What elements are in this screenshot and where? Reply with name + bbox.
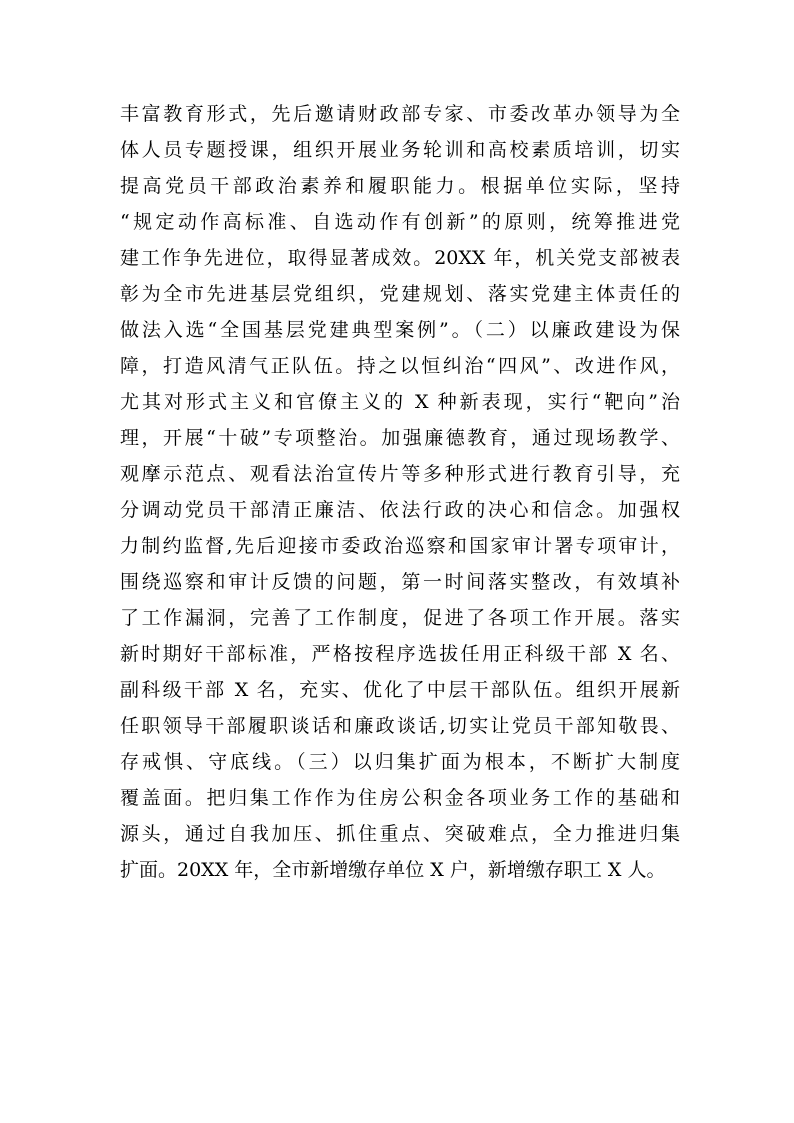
text-line: 障，打造风清气正队伍。持之以恒纠治“四风”、改进作风， [120,355,680,377]
text-line: 任职领导干部履职谈话和廉政谈话,切实让党员干部知敬畏、 [120,715,680,737]
text-line: 做法入选“全国基层党建典型案例”。（二）以廉政建设为保 [120,319,680,341]
text-line: 副科级干部 X 名，充实、优化了中层干部队伍。组织开展新 [120,679,680,701]
text-line: 分调动党员干部清正廉洁、依法行政的决心和信念。加强权 [120,499,680,521]
text-line: 观摩示范点、观看法治宣传片等多种形式进行教育引导，充 [120,463,680,485]
text-line: 理，开展“十破”专项整治。加强廉德教育，通过现场教学、 [120,427,680,449]
text-line: 了工作漏洞，完善了工作制度，促进了各项工作开展。落实 [120,607,680,629]
text-line: 扩面。20XX 年，全市新增缴存单位 X 户，新增缴存职工 X 人。 [120,859,666,881]
text-line: 彰为全市先进基层党组织，党建规划、落实党建主体责任的 [120,283,680,305]
text-line: “规定动作高标准、自选动作有创新”的原则，统筹推进党 [120,211,680,233]
text-line: 存戒惧、守底线。（三）以归集扩面为根本，不断扩大制度 [120,751,680,773]
text-line: 力制约监督,先后迎接市委政治巡察和国家审计署专项审计， [120,535,680,557]
text-line: 围绕巡察和审计反馈的问题，第一时间落实整改，有效填补 [120,571,680,593]
text-line: 体人员专题授课，组织开展业务轮训和高校素质培训，切实 [120,139,680,161]
text-line: 尤其对形式主义和官僚主义的 X 种新表现，实行“靶向”治 [120,391,680,413]
text-line: 提高党员干部政治素养和履职能力。根据单位实际，坚持 [120,175,680,197]
text-line: 建工作争先进位，取得显著成效。20XX 年，机关党支部被表 [120,247,680,269]
text-line: 新时期好干部标准，严格按程序选拔任用正科级干部 X 名、 [120,643,680,665]
text-line: 覆盖面。把归集工作作为住房公积金各项业务工作的基础和 [120,787,680,809]
text-line: 源头，通过自我加压、抓住重点、突破难点，全力推进归集 [120,823,680,845]
body-paragraph [120,96,680,888]
text-line: 丰富教育形式，先后邀请财政部专家、市委改革办领导为全 [120,103,680,125]
